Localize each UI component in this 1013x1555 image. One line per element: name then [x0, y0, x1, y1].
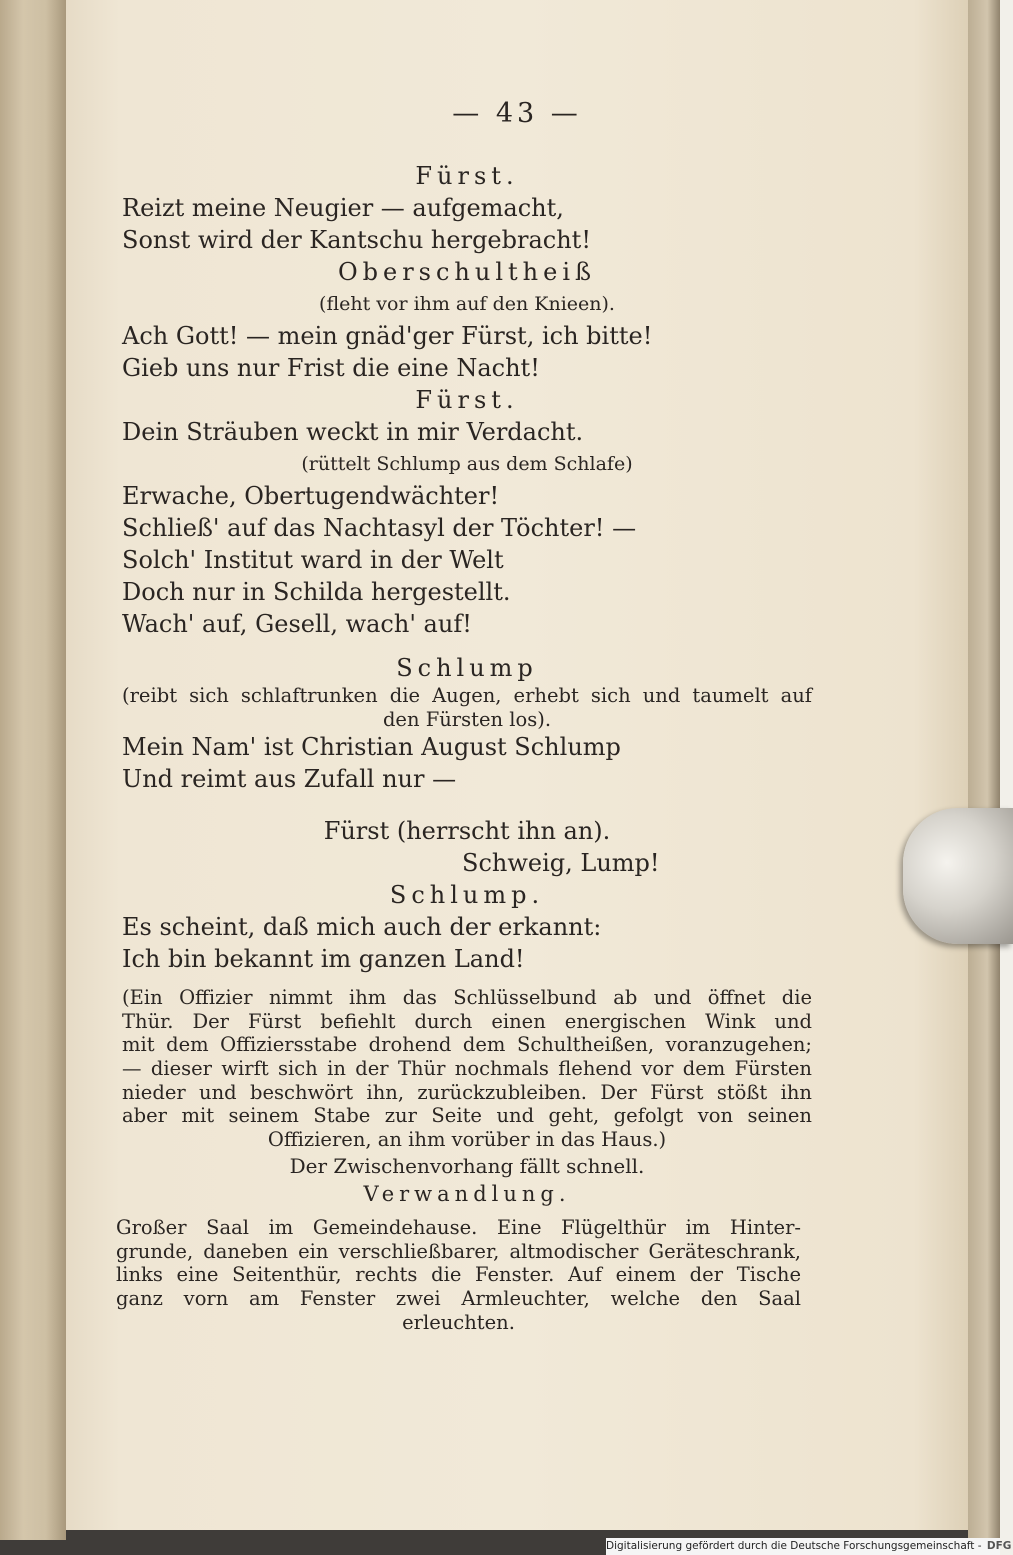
verse-line: Doch nur in Schilda hergestellt.: [122, 578, 511, 606]
stage-direction: (fleht vor ihm auf den Knieen).: [319, 293, 615, 315]
verse-line: Ach Gott! — mein gnäd'ger Fürst, ich bitte!: [122, 322, 653, 350]
stage-direction: Thür. Der Fürst befiehlt durch einen energischen Wink und: [122, 1009, 812, 1033]
stage-direction: Offizieren, an ihm vorüber in das Haus.): [267, 1128, 667, 1152]
scene-text: grunde, daneben ein verschließbarer, altmodischer Geräteschrank,: [116, 1239, 801, 1263]
speaker-name: Fürst (herrscht ihn an).: [323, 817, 611, 845]
speaker-name: Fürst.: [415, 162, 519, 190]
scene-change-title: Verwandlung.: [363, 1181, 571, 1206]
scene-description: [116, 1216, 801, 1334]
verse-line: Solch' Institut ward in der Welt: [122, 546, 504, 574]
scene-text: erleuchten.: [402, 1310, 515, 1334]
verse-line: Es scheint, daß mich auch der erkannt:: [122, 913, 602, 941]
stage-direction: (reibt sich schlaftrunken die Augen, erhebt sich und taumelt auf: [122, 684, 812, 707]
speaker-name: Schlump.: [389, 881, 545, 909]
verse-line: Sonst wird der Kantschu hergebracht!: [122, 226, 591, 254]
stage-direction: (rüttelt Schlump aus dem Schlafe): [301, 453, 633, 475]
verse-line: Und reimt aus Zufall nur —: [122, 765, 457, 794]
verse-line: Mein Nam' ist Christian August Schlump: [122, 733, 621, 762]
verse-line: Gieb uns nur Frist die eine Nacht!: [122, 354, 540, 382]
footer-text: Digitalisierung gefördert durch die Deutsche Forschungsgemeinschaft -: [606, 1540, 982, 1552]
verse-line: Schweig, Lump!: [462, 849, 660, 877]
verse-block-1: [122, 160, 812, 640]
verse-block-3: [122, 815, 812, 975]
scene-text: ganz vorn am Fenster zwei Armleuchter, welche den Saal: [116, 1287, 801, 1311]
stage-direction: (Ein Offizier nimmt ihm das Schlüsselbund ab und öffnet die: [122, 986, 812, 1009]
digitization-footer: [606, 1538, 1012, 1555]
page-clip: [903, 808, 1013, 944]
page-number: — 43 —: [452, 98, 582, 129]
stage-direction: — dieser wirft sich in der Thür nochmals flehend vor dem Fürsten: [122, 1057, 812, 1081]
stage-direction: den Fürsten los).: [382, 707, 552, 731]
stage-direction: aber mit seinem Stabe zur Seite und geht, gefolgt von seinen: [122, 1104, 812, 1128]
verse-line: Wach' auf, Gesell, wach' auf!: [122, 610, 472, 638]
scene-text: links eine Seitenthür, rechts die Fenster. Auf einem der Tische: [116, 1263, 801, 1287]
verse-block-2: [122, 652, 812, 795]
stage-direction: nieder und beschwört ihn, zurückzubleiben. Der Fürst stößt ihn: [122, 1080, 812, 1104]
verse-line: Reizt meine Neugier — aufgemacht,: [122, 194, 564, 222]
verse-line: Erwache, Obertugendwächter!: [122, 482, 500, 510]
stage-direction: mit dem Offiziersstabe drohend dem Schultheißen, voranzugehen;: [122, 1033, 812, 1057]
cover-edge: [968, 0, 1000, 1540]
curtain-note: Der Zwischenvorhang fällt schnell.: [289, 1153, 645, 1178]
scene-text: Großer Saal im Gemeindehause. Eine Flügelthür im Hinter-: [116, 1216, 801, 1239]
book-spine: [0, 0, 66, 1540]
dfg-logo-icon: DFG: [986, 1540, 1012, 1552]
verse-line: Dein Sträuben weckt in mir Verdacht.: [122, 418, 584, 446]
verse-line: Schließ' auf das Nachtasyl der Töchter! —: [122, 514, 637, 542]
stage-direction-paragraph: [122, 986, 812, 1208]
speaker-name: Schlump: [396, 654, 538, 682]
verse-line: Ich bin bekannt im ganzen Land!: [122, 945, 525, 973]
book-page: [66, 0, 968, 1530]
speaker-name: Oberschultheiß: [337, 258, 597, 286]
speaker-name: Fürst.: [415, 386, 519, 414]
